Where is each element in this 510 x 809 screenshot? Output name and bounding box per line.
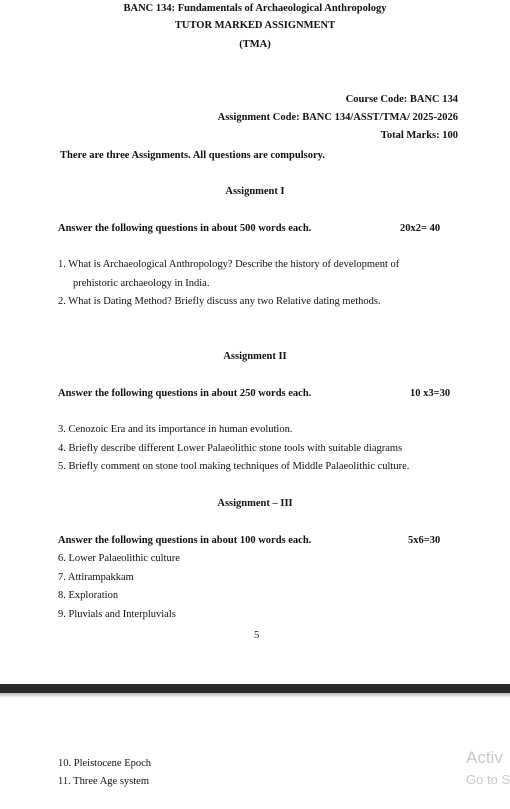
document-title: TUTOR MARKED ASSIGNMENT <box>174 20 336 31</box>
question-item: 10. Pleistocene Epoch <box>58 758 152 769</box>
course-title: BANC 134: Fundamentals of Archaeological Anthropology <box>123 3 387 14</box>
activation-watermark-line2: Go to S <box>466 772 510 787</box>
section-marks: 5x6=30 <box>408 535 441 546</box>
section-instruction: Answer the following questions in about 250 words each. <box>58 388 312 399</box>
section-heading: Assignment II <box>223 351 287 362</box>
page-number: 5 <box>254 630 260 641</box>
activation-watermark-line1: Activ <box>466 748 503 767</box>
section-marks: 20x2= 40 <box>400 223 441 234</box>
question-item: 11. Three Age system <box>58 776 149 787</box>
question-item-continued: prehistoric archaeology in India. <box>73 278 210 289</box>
question-item: 7. Attirampakkam <box>58 572 134 583</box>
course-code: Course Code: BANC 134 <box>345 94 458 105</box>
document-abbrev: (TMA) <box>239 39 271 50</box>
question-item: 9. Pluvials and Interpluvials <box>58 609 176 620</box>
section-heading: Assignment – III <box>217 498 293 509</box>
section-instruction: Answer the following questions in about 100 words each. <box>58 535 312 546</box>
question-item: 4. Briefly describe different Lower Palaeolithic stone tools with suitable diagrams <box>58 443 403 454</box>
question-item: 6. Lower Palaeolithic culture <box>58 553 180 564</box>
page-separator-shadow <box>0 693 510 698</box>
question-item: 3. Cenozoic Era and its importance in human evolution. <box>58 424 293 435</box>
total-marks: Total Marks: 100 <box>380 130 458 141</box>
assignment-code: Assignment Code: BANC 134/ASST/TMA/ 2025-2026 <box>217 112 458 123</box>
intro-text: There are three Assignments. All questions are compulsory. <box>60 150 325 161</box>
section-marks: 10 x3=30 <box>410 388 451 399</box>
section-instruction: Answer the following questions in about 500 words each. <box>58 223 312 234</box>
page-separator <box>0 684 510 693</box>
question-item: 8. Exploration <box>58 590 119 601</box>
question-item: 5. Briefly comment on stone tool making techniques of Middle Palaeolithic culture. <box>58 461 410 472</box>
question-item: 2. What is Dating Method? Briefly discuss any two Relative dating methods. <box>58 296 381 307</box>
question-item: 1. What is Archaeological Anthropology? Describe the history of development of <box>58 259 400 270</box>
section-heading: Assignment I <box>225 186 285 197</box>
